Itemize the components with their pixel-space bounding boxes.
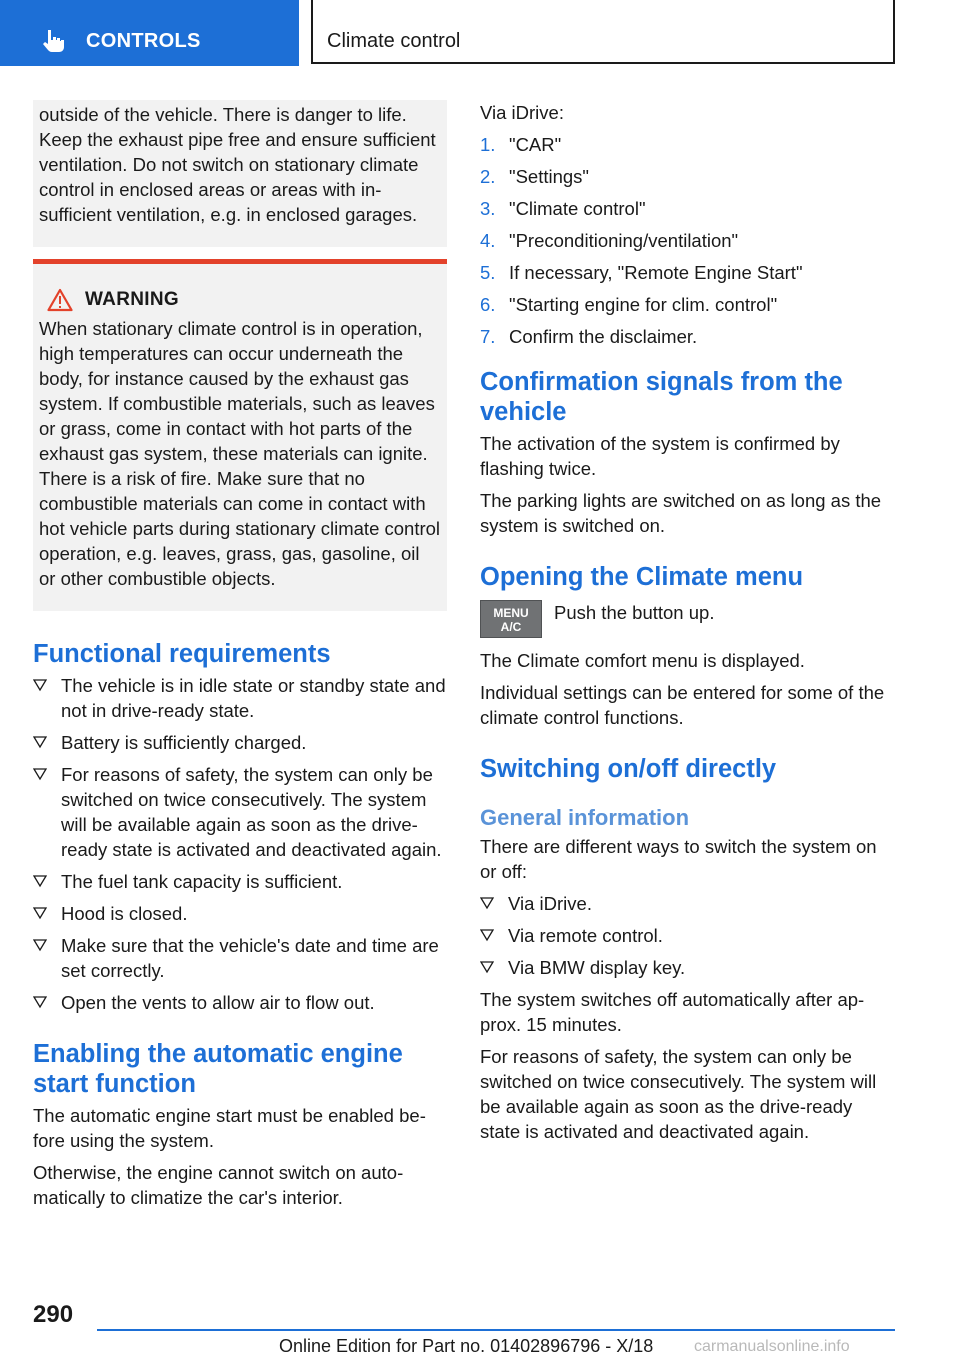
- via-idrive-label: Via iDrive:: [480, 102, 564, 123]
- chapter-title-box: [311, 0, 895, 64]
- triangle-bullet-icon: [33, 735, 47, 749]
- triangle-bullet-icon: [33, 938, 47, 952]
- climate-menu-paragraph-2: Individual settings can be entered for some of the climate control functions.: [480, 682, 885, 728]
- triangle-bullet-icon: [480, 960, 494, 974]
- functional-requirements-list: [33, 673, 447, 1015]
- triangle-bullet-icon: [33, 995, 47, 1009]
- page-number: 290: [33, 1301, 74, 1328]
- right-column: [480, 100, 896, 1151]
- note-text: outside of the vehicle. There is danger to life. Keep the exhaust pipe free and ensure sufficient ventilation. Do not switch on stationary climate control in enclosed areas or areas with insufficient ventilation, e.g. in enclosed garages.: [39, 104, 436, 225]
- triangle-bullet-icon: [480, 928, 494, 942]
- list-item: 4. "Preconditioning/ventilation": [480, 230, 739, 251]
- chapter-title: Climate control: [327, 30, 461, 52]
- switching-paragraph-1: There are different ways to switch the system on or off:: [480, 836, 877, 882]
- triangle-bullet-icon: [33, 678, 47, 692]
- enabling-paragraph-2: Otherwise, the engine cannot switch on automatically to climatize the car's interior.: [33, 1162, 404, 1208]
- list-item: 2. "Settings": [480, 166, 589, 187]
- left-column: [33, 100, 447, 1217]
- triangle-bullet-icon: [33, 906, 47, 920]
- list-item: Open the vents to allow air to flow out.: [33, 990, 447, 1015]
- triangle-bullet-icon: [33, 767, 47, 781]
- heading-functional-requirements: Functional requirements: [33, 640, 331, 668]
- list-item: 5. If necessary, "Remote Engine Start": [480, 262, 803, 283]
- list-item: Battery is sufficiently charged.: [33, 730, 447, 755]
- push-button-text: Push the button up.: [554, 602, 715, 623]
- warning-box: [33, 259, 447, 611]
- subheading-general-information: General information: [480, 805, 690, 830]
- list-item: Via BMW display key.: [480, 955, 896, 980]
- section-tab: [0, 0, 299, 66]
- watermark: carmanualsonline.info: [694, 1338, 850, 1355]
- enabling-paragraph-1: The automatic engine start must be enabled before using the system.: [33, 1105, 426, 1151]
- section-label: CONTROLS: [86, 30, 201, 52]
- warning-triangle-icon: [47, 288, 73, 312]
- list-item: Hood is closed.: [33, 901, 447, 926]
- list-item: 1. "CAR": [480, 134, 562, 155]
- list-item: Via remote control.: [480, 923, 896, 948]
- list-item: 7. Confirm the disclaimer.: [480, 326, 698, 347]
- list-item: The vehicle is in idle state or standby state and not in drive-ready state.: [33, 673, 447, 723]
- menu-ac-button-icon: MENU A/C: [480, 600, 542, 638]
- switching-paragraph-3: For reasons of safety, the system can only be switched on twice consecutively. The system will be available again as soon as the drive-ready state is activated and deactivated again.: [480, 1046, 877, 1142]
- list-item: 6. "Starting engine for clim. control": [480, 294, 778, 315]
- list-item: For reasons of safety, the system can only be switched on twice consecutively. The system will be available again as soon as the drive-ready state is activated and deactivated again.: [33, 762, 447, 862]
- triangle-bullet-icon: [480, 896, 494, 910]
- list-item: 3. "Climate control": [480, 198, 646, 219]
- climate-menu-paragraph-1: The Climate comfort menu is displayed.: [480, 650, 805, 671]
- menu-button-row: [480, 600, 896, 638]
- heading-opening-climate-menu: Opening the Climate menu: [480, 563, 804, 591]
- switching-paragraph-2: The system switches off automatically after approx. 15 minutes.: [480, 989, 865, 1035]
- list-item: The fuel tank capacity is sufficient.: [33, 869, 447, 894]
- warning-label: WARNING: [85, 289, 179, 310]
- heading-enabling-auto-start: Enabling the automatic engine start function: [33, 1040, 403, 1098]
- hand-pointer-icon: [40, 28, 66, 54]
- idrive-steps-list: [480, 132, 896, 349]
- confirmation-paragraph-1: The activation of the system is confirmed by flashing twice.: [480, 433, 840, 479]
- heading-confirmation-signals: Confirmation signals from the vehicle: [480, 368, 843, 426]
- footer-divider: [97, 1329, 895, 1331]
- confirmation-paragraph-2: The parking lights are switched on as long as the system is switched on.: [480, 490, 882, 536]
- triangle-bullet-icon: [33, 874, 47, 888]
- switching-methods-list: [480, 891, 896, 980]
- heading-switching-directly: Switching on/off directly: [480, 755, 777, 783]
- list-item: Via iDrive.: [480, 891, 896, 916]
- note-box: [33, 100, 447, 247]
- warning-text: When stationary climate control is in operation, high temperatures can occur underneath the body, for instance caused by the exhaust gas system. If combustible materials, such as leaves or grass, come in contact with hot parts of the exhaust gas system, these materials can ignite. There is a risk of fire. Make sure that no combustible materials can come in contact with hot vehicle parts during stationary climate control operation, e.g. leaves, grass, gas, gasoline, oil or other combustible objects.: [39, 318, 441, 589]
- list-item: Make sure that the vehicle's date and time are set correctly.: [33, 933, 447, 983]
- footer-edition: Online Edition for Part no. 01402896796 - X/18: [279, 1336, 654, 1356]
